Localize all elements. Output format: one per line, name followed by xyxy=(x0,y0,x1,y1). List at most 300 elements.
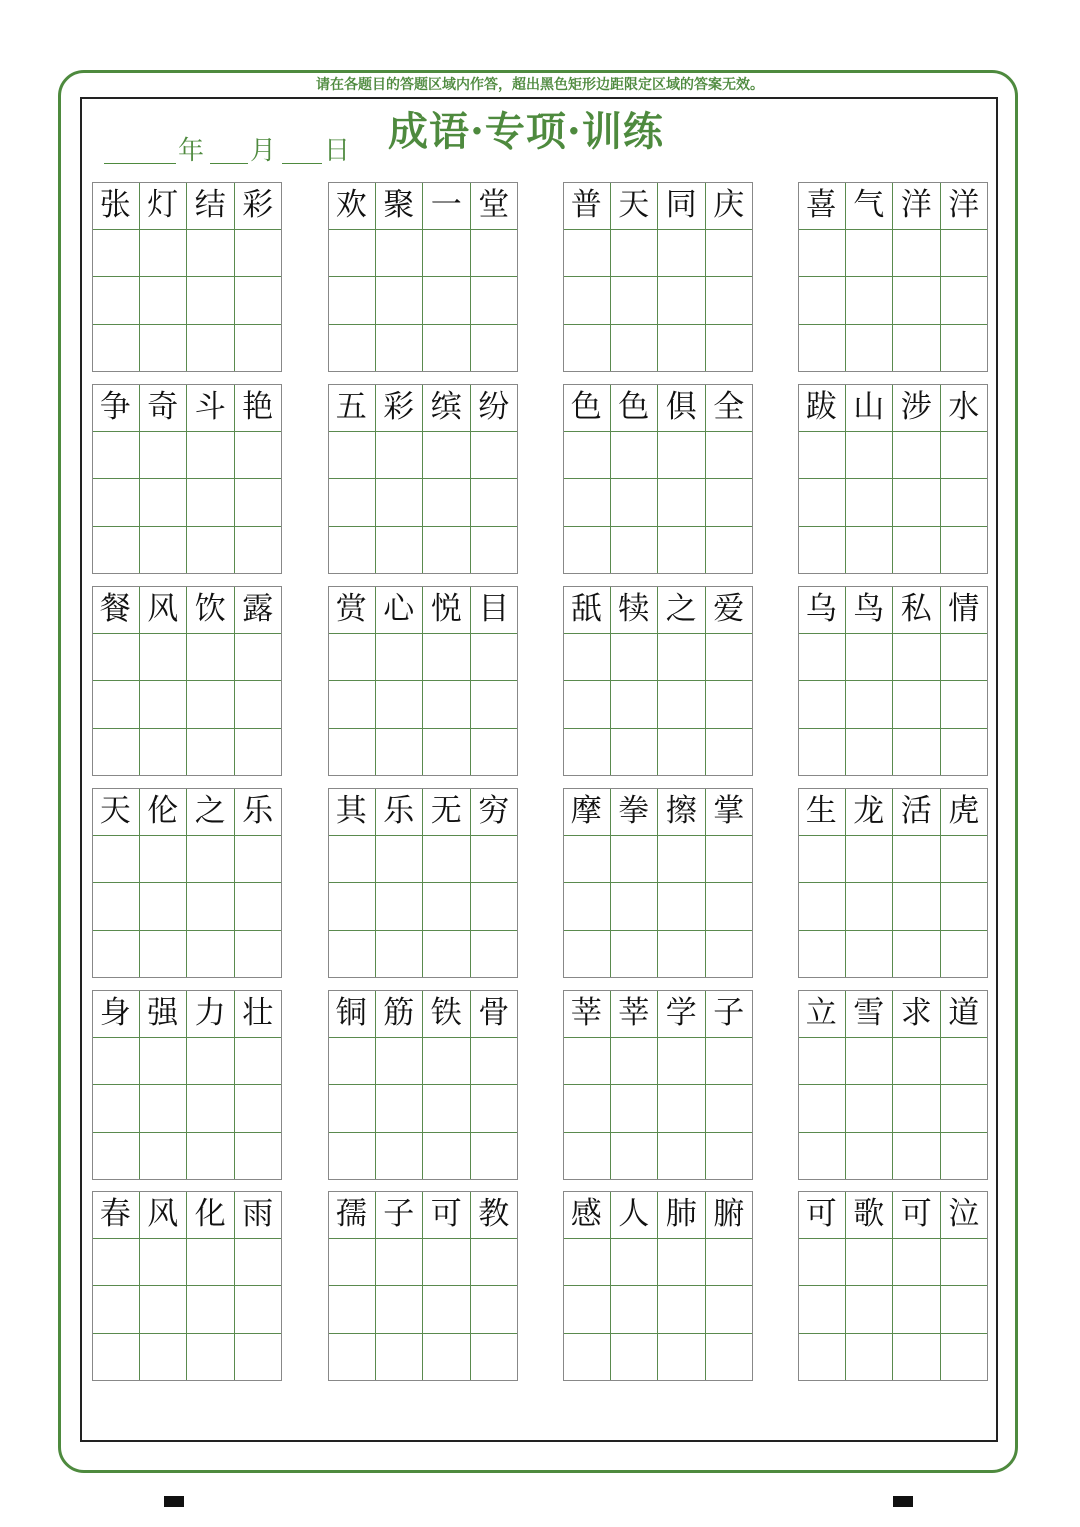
writing-cell[interactable] xyxy=(328,1085,376,1133)
writing-cell[interactable] xyxy=(941,277,989,325)
writing-cell[interactable] xyxy=(92,836,140,884)
writing-cell[interactable] xyxy=(471,1286,519,1334)
writing-cell[interactable] xyxy=(471,729,519,777)
writing-cell[interactable] xyxy=(328,277,376,325)
writing-cell[interactable] xyxy=(798,1133,846,1181)
writing-cell[interactable] xyxy=(92,479,140,527)
writing-cell[interactable] xyxy=(658,1239,706,1287)
writing-cell[interactable] xyxy=(235,836,283,884)
writing-cell[interactable] xyxy=(140,883,188,931)
writing-cell[interactable] xyxy=(706,931,754,979)
writing-cell[interactable] xyxy=(187,1334,235,1382)
day-blank[interactable] xyxy=(282,163,322,164)
writing-cell[interactable] xyxy=(941,1239,989,1287)
writing-cell[interactable] xyxy=(706,1334,754,1382)
writing-cell[interactable] xyxy=(376,1239,424,1287)
writing-cell[interactable] xyxy=(846,634,894,682)
writing-cell[interactable] xyxy=(658,681,706,729)
writing-cell[interactable] xyxy=(563,230,611,278)
writing-cell[interactable] xyxy=(893,931,941,979)
writing-cell[interactable] xyxy=(328,931,376,979)
writing-cell[interactable] xyxy=(187,836,235,884)
writing-cell[interactable] xyxy=(328,1334,376,1382)
writing-cell[interactable] xyxy=(611,527,659,575)
writing-cell[interactable] xyxy=(92,1085,140,1133)
writing-cell[interactable] xyxy=(893,634,941,682)
writing-cell[interactable] xyxy=(376,883,424,931)
writing-cell[interactable] xyxy=(471,931,519,979)
idiom-block xyxy=(92,182,282,372)
writing-cell[interactable] xyxy=(706,883,754,931)
writing-cell[interactable] xyxy=(328,883,376,931)
writing-cell[interactable] xyxy=(611,836,659,884)
writing-cell[interactable] xyxy=(328,432,376,480)
writing-cell[interactable] xyxy=(235,931,283,979)
writing-cell[interactable] xyxy=(563,681,611,729)
writing-cell[interactable] xyxy=(893,230,941,278)
writing-cell[interactable] xyxy=(328,1133,376,1181)
writing-cell[interactable] xyxy=(92,325,140,373)
writing-cell[interactable] xyxy=(92,931,140,979)
writing-cell[interactable] xyxy=(563,1239,611,1287)
writing-cell[interactable] xyxy=(187,277,235,325)
writing-cell[interactable] xyxy=(423,1133,471,1181)
writing-cell[interactable] xyxy=(658,1038,706,1086)
writing-cell[interactable] xyxy=(798,1239,846,1287)
writing-cell[interactable] xyxy=(423,883,471,931)
writing-cell[interactable] xyxy=(140,1286,188,1334)
writing-cell[interactable] xyxy=(140,1038,188,1086)
idiom-character: 艳 xyxy=(235,384,283,432)
writing-cell[interactable] xyxy=(328,1239,376,1287)
writing-cell[interactable] xyxy=(423,432,471,480)
writing-cell[interactable] xyxy=(423,729,471,777)
writing-cell[interactable] xyxy=(563,1038,611,1086)
writing-cell[interactable] xyxy=(140,527,188,575)
writing-cell[interactable] xyxy=(706,479,754,527)
writing-cell[interactable] xyxy=(563,931,611,979)
writing-cell[interactable] xyxy=(471,634,519,682)
writing-cell[interactable] xyxy=(187,1286,235,1334)
writing-cell[interactable] xyxy=(140,230,188,278)
writing-cell[interactable] xyxy=(798,432,846,480)
writing-cell[interactable] xyxy=(658,1334,706,1382)
writing-cell[interactable] xyxy=(92,230,140,278)
writing-cell[interactable] xyxy=(846,1038,894,1086)
writing-cell[interactable] xyxy=(611,634,659,682)
writing-cell[interactable] xyxy=(563,1085,611,1133)
writing-cell[interactable] xyxy=(471,325,519,373)
writing-cell[interactable] xyxy=(563,277,611,325)
writing-cell[interactable] xyxy=(187,325,235,373)
writing-cell[interactable] xyxy=(328,729,376,777)
writing-cell[interactable] xyxy=(798,1334,846,1382)
writing-cell[interactable] xyxy=(611,883,659,931)
writing-cell[interactable] xyxy=(235,883,283,931)
writing-cell[interactable] xyxy=(376,479,424,527)
writing-cell[interactable] xyxy=(658,1133,706,1181)
writing-cell[interactable] xyxy=(846,432,894,480)
writing-cell[interactable] xyxy=(140,634,188,682)
writing-cell[interactable] xyxy=(798,836,846,884)
writing-cell[interactable] xyxy=(706,277,754,325)
writing-cell[interactable] xyxy=(187,1133,235,1181)
writing-cell[interactable] xyxy=(611,1334,659,1382)
writing-cell[interactable] xyxy=(471,1239,519,1287)
writing-cell[interactable] xyxy=(658,479,706,527)
writing-cell[interactable] xyxy=(563,432,611,480)
writing-cell[interactable] xyxy=(471,836,519,884)
writing-cell[interactable] xyxy=(140,479,188,527)
writing-cell[interactable] xyxy=(471,883,519,931)
writing-cell[interactable] xyxy=(941,1133,989,1181)
writing-cell[interactable] xyxy=(235,1038,283,1086)
writing-cell[interactable] xyxy=(235,230,283,278)
writing-cell[interactable] xyxy=(328,681,376,729)
writing-cell[interactable] xyxy=(893,479,941,527)
writing-cell[interactable] xyxy=(798,681,846,729)
writing-cell[interactable] xyxy=(471,277,519,325)
writing-cell[interactable] xyxy=(798,277,846,325)
writing-cell[interactable] xyxy=(423,634,471,682)
writing-cell[interactable] xyxy=(846,479,894,527)
writing-cell[interactable] xyxy=(140,681,188,729)
writing-cell[interactable] xyxy=(140,432,188,480)
writing-cell[interactable] xyxy=(658,277,706,325)
writing-cell[interactable] xyxy=(376,527,424,575)
writing-cell[interactable] xyxy=(328,325,376,373)
writing-cell[interactable] xyxy=(187,432,235,480)
writing-cell[interactable] xyxy=(893,1334,941,1382)
idiom-character: 跋 xyxy=(798,384,846,432)
writing-cell[interactable] xyxy=(798,479,846,527)
writing-cell[interactable] xyxy=(423,1239,471,1287)
writing-cell[interactable] xyxy=(471,1038,519,1086)
writing-cell[interactable] xyxy=(235,432,283,480)
writing-cell[interactable] xyxy=(846,1286,894,1334)
writing-cell[interactable] xyxy=(658,931,706,979)
writing-cell[interactable] xyxy=(706,432,754,480)
writing-cell[interactable] xyxy=(893,325,941,373)
writing-cell[interactable] xyxy=(563,479,611,527)
writing-cell[interactable] xyxy=(611,479,659,527)
idiom-character: 天 xyxy=(92,788,140,836)
writing-cell[interactable] xyxy=(471,527,519,575)
writing-cell[interactable] xyxy=(941,883,989,931)
writing-cell[interactable] xyxy=(92,1286,140,1334)
writing-cell[interactable] xyxy=(471,681,519,729)
writing-cell[interactable] xyxy=(235,1286,283,1334)
idiom-character: 活 xyxy=(893,788,941,836)
writing-cell[interactable] xyxy=(893,432,941,480)
writing-cell[interactable] xyxy=(92,1239,140,1287)
writing-cell[interactable] xyxy=(376,1133,424,1181)
writing-cell[interactable] xyxy=(893,836,941,884)
writing-cell[interactable] xyxy=(187,634,235,682)
writing-cell[interactable] xyxy=(893,729,941,777)
writing-cell[interactable] xyxy=(140,836,188,884)
writing-cell[interactable] xyxy=(423,325,471,373)
writing-cell[interactable] xyxy=(187,931,235,979)
writing-cell[interactable] xyxy=(563,729,611,777)
writing-cell[interactable] xyxy=(235,1239,283,1287)
writing-cell[interactable] xyxy=(92,883,140,931)
writing-cell[interactable] xyxy=(235,479,283,527)
writing-cell[interactable] xyxy=(187,479,235,527)
writing-cell[interactable] xyxy=(893,1133,941,1181)
writing-cell[interactable] xyxy=(658,1286,706,1334)
writing-cell[interactable] xyxy=(140,1133,188,1181)
writing-cell[interactable] xyxy=(893,681,941,729)
writing-cell[interactable] xyxy=(423,931,471,979)
writing-cell[interactable] xyxy=(235,634,283,682)
writing-cell[interactable] xyxy=(376,230,424,278)
writing-cell[interactable] xyxy=(798,1085,846,1133)
writing-cell[interactable] xyxy=(941,1038,989,1086)
writing-cell[interactable] xyxy=(563,634,611,682)
writing-cell[interactable] xyxy=(893,1239,941,1287)
writing-cell[interactable] xyxy=(563,527,611,575)
writing-cell[interactable] xyxy=(92,1038,140,1086)
writing-cell[interactable] xyxy=(658,432,706,480)
writing-cell[interactable] xyxy=(658,634,706,682)
writing-cell[interactable] xyxy=(423,1334,471,1382)
writing-cell[interactable] xyxy=(328,634,376,682)
writing-cell[interactable] xyxy=(941,931,989,979)
writing-cell[interactable] xyxy=(658,1085,706,1133)
writing-cell[interactable] xyxy=(611,729,659,777)
writing-cell[interactable] xyxy=(187,1239,235,1287)
writing-cell[interactable] xyxy=(941,1085,989,1133)
writing-cell[interactable] xyxy=(611,1286,659,1334)
writing-cell[interactable] xyxy=(846,883,894,931)
writing-cell[interactable] xyxy=(658,527,706,575)
writing-cell[interactable] xyxy=(658,230,706,278)
writing-cell[interactable] xyxy=(235,1334,283,1382)
writing-cell[interactable] xyxy=(893,883,941,931)
writing-cell[interactable] xyxy=(846,230,894,278)
writing-cell[interactable] xyxy=(140,729,188,777)
writing-cell[interactable] xyxy=(423,1286,471,1334)
writing-cell[interactable] xyxy=(423,527,471,575)
writing-cell[interactable] xyxy=(423,230,471,278)
writing-cell[interactable] xyxy=(706,325,754,373)
idiom-character: 乌 xyxy=(798,586,846,634)
writing-cell[interactable] xyxy=(706,1038,754,1086)
writing-cell[interactable] xyxy=(893,527,941,575)
writing-cell[interactable] xyxy=(706,1133,754,1181)
writing-cell[interactable] xyxy=(893,1085,941,1133)
writing-cell[interactable] xyxy=(140,931,188,979)
writing-cell[interactable] xyxy=(706,1286,754,1334)
writing-cell[interactable] xyxy=(941,230,989,278)
writing-cell[interactable] xyxy=(471,230,519,278)
writing-cell[interactable] xyxy=(611,325,659,373)
writing-cell[interactable] xyxy=(376,1334,424,1382)
writing-cell[interactable] xyxy=(941,527,989,575)
writing-cell[interactable] xyxy=(706,527,754,575)
writing-cell[interactable] xyxy=(798,1038,846,1086)
writing-cell[interactable] xyxy=(893,1038,941,1086)
writing-cell[interactable] xyxy=(328,479,376,527)
writing-cell[interactable] xyxy=(235,527,283,575)
writing-cell[interactable] xyxy=(376,729,424,777)
writing-cell[interactable] xyxy=(941,729,989,777)
writing-cell[interactable] xyxy=(187,1085,235,1133)
writing-cell[interactable] xyxy=(376,681,424,729)
writing-cell[interactable] xyxy=(611,1239,659,1287)
writing-cell[interactable] xyxy=(798,230,846,278)
writing-cell[interactable] xyxy=(235,325,283,373)
writing-cell[interactable] xyxy=(235,729,283,777)
writing-cell[interactable] xyxy=(798,325,846,373)
writing-cell[interactable] xyxy=(846,681,894,729)
writing-cell[interactable] xyxy=(941,1334,989,1382)
writing-cell[interactable] xyxy=(92,277,140,325)
writing-cell[interactable] xyxy=(658,836,706,884)
writing-cell[interactable] xyxy=(941,681,989,729)
writing-cell[interactable] xyxy=(706,634,754,682)
writing-cell[interactable] xyxy=(471,479,519,527)
writing-cell[interactable] xyxy=(846,1334,894,1382)
idiom-character: 莘 xyxy=(563,990,611,1038)
writing-cell[interactable] xyxy=(187,729,235,777)
month-blank[interactable] xyxy=(210,163,248,164)
writing-cell[interactable] xyxy=(92,527,140,575)
writing-cell[interactable] xyxy=(423,1085,471,1133)
writing-cell[interactable] xyxy=(706,729,754,777)
writing-cell[interactable] xyxy=(846,1239,894,1287)
writing-cell[interactable] xyxy=(611,1133,659,1181)
writing-cell[interactable] xyxy=(893,277,941,325)
writing-cell[interactable] xyxy=(328,230,376,278)
writing-cell[interactable] xyxy=(235,277,283,325)
writing-cell[interactable] xyxy=(846,836,894,884)
writing-cell[interactable] xyxy=(376,836,424,884)
writing-cell[interactable] xyxy=(376,634,424,682)
writing-cell[interactable] xyxy=(140,1085,188,1133)
writing-cell[interactable] xyxy=(328,836,376,884)
writing-cell[interactable] xyxy=(658,325,706,373)
writing-cell[interactable] xyxy=(563,1334,611,1382)
writing-cell[interactable] xyxy=(846,729,894,777)
writing-cell[interactable] xyxy=(706,230,754,278)
writing-cell[interactable] xyxy=(846,1133,894,1181)
writing-cell[interactable] xyxy=(706,1239,754,1287)
writing-cell[interactable] xyxy=(376,1038,424,1086)
writing-cell[interactable] xyxy=(563,1286,611,1334)
writing-cell[interactable] xyxy=(941,1286,989,1334)
writing-cell[interactable] xyxy=(92,681,140,729)
writing-cell[interactable] xyxy=(798,634,846,682)
writing-cell[interactable] xyxy=(611,931,659,979)
writing-cell[interactable] xyxy=(471,1085,519,1133)
writing-cell[interactable] xyxy=(798,1286,846,1334)
writing-cell[interactable] xyxy=(235,681,283,729)
writing-cell[interactable] xyxy=(611,1038,659,1086)
writing-cell[interactable] xyxy=(658,883,706,931)
writing-cell[interactable] xyxy=(328,527,376,575)
writing-cell[interactable] xyxy=(611,432,659,480)
writing-cell[interactable] xyxy=(187,230,235,278)
writing-cell[interactable] xyxy=(187,1038,235,1086)
writing-cell[interactable] xyxy=(798,931,846,979)
writing-cell[interactable] xyxy=(658,729,706,777)
writing-cell[interactable] xyxy=(187,681,235,729)
writing-cell[interactable] xyxy=(471,1334,519,1382)
writing-cell[interactable] xyxy=(235,1085,283,1133)
writing-cell[interactable] xyxy=(846,277,894,325)
writing-cell[interactable] xyxy=(941,479,989,527)
writing-cell[interactable] xyxy=(376,1085,424,1133)
writing-cell[interactable] xyxy=(423,277,471,325)
writing-cell[interactable] xyxy=(187,527,235,575)
writing-cell[interactable] xyxy=(893,1286,941,1334)
writing-cell[interactable] xyxy=(376,325,424,373)
writing-cell[interactable] xyxy=(92,1334,140,1382)
writing-cell[interactable] xyxy=(846,1085,894,1133)
writing-cell[interactable] xyxy=(941,634,989,682)
writing-cell[interactable] xyxy=(563,836,611,884)
writing-cell[interactable] xyxy=(706,836,754,884)
writing-cell[interactable] xyxy=(941,432,989,480)
writing-cell[interactable] xyxy=(423,836,471,884)
writing-cell[interactable] xyxy=(846,931,894,979)
writing-cell[interactable] xyxy=(140,1239,188,1287)
writing-cell[interactable] xyxy=(92,432,140,480)
writing-cell[interactable] xyxy=(328,1286,376,1334)
writing-cell[interactable] xyxy=(611,277,659,325)
writing-cell[interactable] xyxy=(376,277,424,325)
writing-cell[interactable] xyxy=(235,1133,283,1181)
writing-cell[interactable] xyxy=(706,681,754,729)
writing-cell[interactable] xyxy=(798,527,846,575)
writing-cell[interactable] xyxy=(611,1085,659,1133)
writing-cell[interactable] xyxy=(140,1334,188,1382)
writing-cell[interactable] xyxy=(846,527,894,575)
writing-cell[interactable] xyxy=(706,1085,754,1133)
writing-cell[interactable] xyxy=(92,1133,140,1181)
writing-cell[interactable] xyxy=(471,432,519,480)
writing-cell[interactable] xyxy=(563,1133,611,1181)
idiom-character: 色 xyxy=(611,384,659,432)
writing-cell[interactable] xyxy=(611,230,659,278)
writing-cell[interactable] xyxy=(423,479,471,527)
writing-cell[interactable] xyxy=(798,883,846,931)
writing-cell[interactable] xyxy=(798,729,846,777)
writing-cell[interactable] xyxy=(423,1038,471,1086)
writing-cell[interactable] xyxy=(92,729,140,777)
writing-cell[interactable] xyxy=(92,634,140,682)
writing-cell[interactable] xyxy=(423,681,471,729)
writing-cell[interactable] xyxy=(376,931,424,979)
writing-cell[interactable] xyxy=(471,1133,519,1181)
writing-cell[interactable] xyxy=(563,883,611,931)
writing-cell[interactable] xyxy=(140,277,188,325)
writing-cell[interactable] xyxy=(376,432,424,480)
writing-cell[interactable] xyxy=(941,325,989,373)
writing-cell[interactable] xyxy=(328,1038,376,1086)
writing-cell[interactable] xyxy=(140,325,188,373)
writing-cell[interactable] xyxy=(941,836,989,884)
writing-cell[interactable] xyxy=(611,681,659,729)
idiom-character: 生 xyxy=(798,788,846,836)
year-blank[interactable] xyxy=(104,163,176,164)
writing-cell[interactable] xyxy=(846,325,894,373)
writing-cell[interactable] xyxy=(187,883,235,931)
writing-cell[interactable] xyxy=(563,325,611,373)
writing-cell[interactable] xyxy=(376,1286,424,1334)
